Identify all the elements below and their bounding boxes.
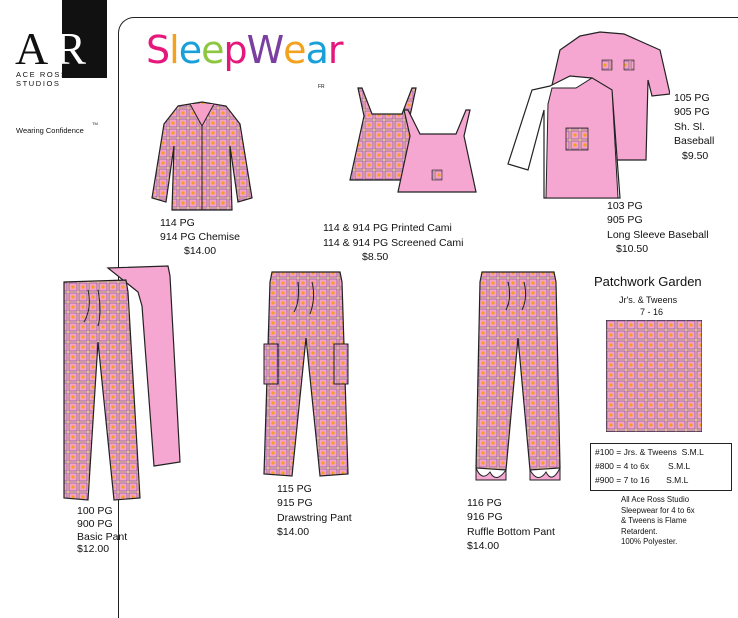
title-letter: e xyxy=(201,28,224,72)
size-row: #100 = Jrs. & Tweens S.M.L xyxy=(595,447,704,457)
cami-line-2: 114 & 914 PG Screened Cami xyxy=(323,237,464,249)
ls-baseball-price: $10.50 xyxy=(616,243,649,255)
ruffle-pant-line-3: Ruffle Bottom Pant xyxy=(467,526,555,538)
basic-pant-price: $12.00 xyxy=(77,543,110,555)
swatch-age-range: 7 - 16 xyxy=(640,307,664,317)
fine-print-line: 100% Polyester. xyxy=(621,537,678,546)
title-letter: e xyxy=(283,28,306,72)
page-title xyxy=(146,28,342,72)
ruffle-pant-line-2: 916 PG xyxy=(467,511,503,523)
title-letter: a xyxy=(305,28,328,72)
ruffle-pant-illustration xyxy=(468,268,568,494)
drawstring-pant-line-3: Drawstring Pant xyxy=(277,512,352,524)
trademark-mark: TM xyxy=(92,121,98,126)
ss-baseball-price: $9.50 xyxy=(682,150,709,162)
drawstring-pant-line-2: 915 PG xyxy=(277,497,313,509)
logo-studio-text: ACE ROSS STUDIOS xyxy=(16,70,68,88)
fine-print-line: All Ace Ross Studio xyxy=(621,495,690,504)
size-row: #900 = 7 to 16 S.M.L xyxy=(595,475,689,485)
tagline: Wearing Confidence xyxy=(16,126,84,135)
logo-letter-r: R xyxy=(55,23,87,74)
drawstring-pant-line-1: 115 PG xyxy=(277,483,312,495)
title-letter: e xyxy=(178,28,202,72)
cami-illustration xyxy=(344,80,484,195)
size-chart xyxy=(590,443,732,491)
basic-pant-line-1: 100 PG xyxy=(77,505,113,517)
size-row: #800 = 4 to 6x S.M.L xyxy=(595,461,691,471)
baseball-tees-illustration xyxy=(500,30,670,200)
chemise-name: 914 PG Chemise xyxy=(160,231,240,243)
ls-baseball-line-3: Long Sleeve Baseball xyxy=(607,229,709,241)
ss-baseball-line-3: Sh. Sl. xyxy=(674,121,705,133)
title-letter: r xyxy=(327,28,343,72)
chemise-code: 114 PG xyxy=(160,217,195,229)
title-letter: p xyxy=(223,28,247,72)
title-letter: l xyxy=(169,28,179,72)
fine-print-line: Retardent. xyxy=(621,526,658,536)
patchwork-swatch xyxy=(606,320,702,432)
drawstring-pant-illustration xyxy=(258,268,354,480)
title-letter: S xyxy=(146,28,170,72)
ls-baseball-line-2: 905 PG xyxy=(607,214,643,226)
cami-price: $8.50 xyxy=(362,251,389,263)
title-fr-mark: FR xyxy=(318,84,325,90)
ls-baseball-line-1: 103 PG xyxy=(607,200,643,212)
swatch-subtitle: Jr's. & Tweens xyxy=(619,295,678,305)
fine-print xyxy=(621,495,721,548)
fine-print-line: Sleepwear for 4 to 6x xyxy=(621,505,695,515)
chemise-illustration xyxy=(148,98,256,216)
drawstring-pant-price: $14.00 xyxy=(277,526,310,538)
basic-pant-illustration xyxy=(58,262,188,502)
ruffle-pant-price: $14.00 xyxy=(467,540,500,552)
ss-baseball-line-2: 905 PG xyxy=(674,106,710,118)
ss-baseball-line-4: Baseball xyxy=(674,135,715,147)
basic-pant-line-3: Basic Pant xyxy=(77,531,128,543)
logo xyxy=(15,23,87,74)
title-letter: W xyxy=(246,28,284,72)
basic-pant-line-2: 900 PG xyxy=(77,518,113,530)
ss-baseball-line-1: 105 PG xyxy=(674,92,710,104)
chemise-price: $14.00 xyxy=(184,245,217,257)
cami-line-1: 114 & 914 PG Printed Cami xyxy=(323,222,452,234)
logo-letter-a: A xyxy=(15,23,50,74)
fine-print-line: & Tweens is Flame xyxy=(621,516,687,525)
swatch-title: Patchwork Garden xyxy=(594,274,702,289)
ruffle-pant-line-1: 116 PG xyxy=(467,497,502,509)
